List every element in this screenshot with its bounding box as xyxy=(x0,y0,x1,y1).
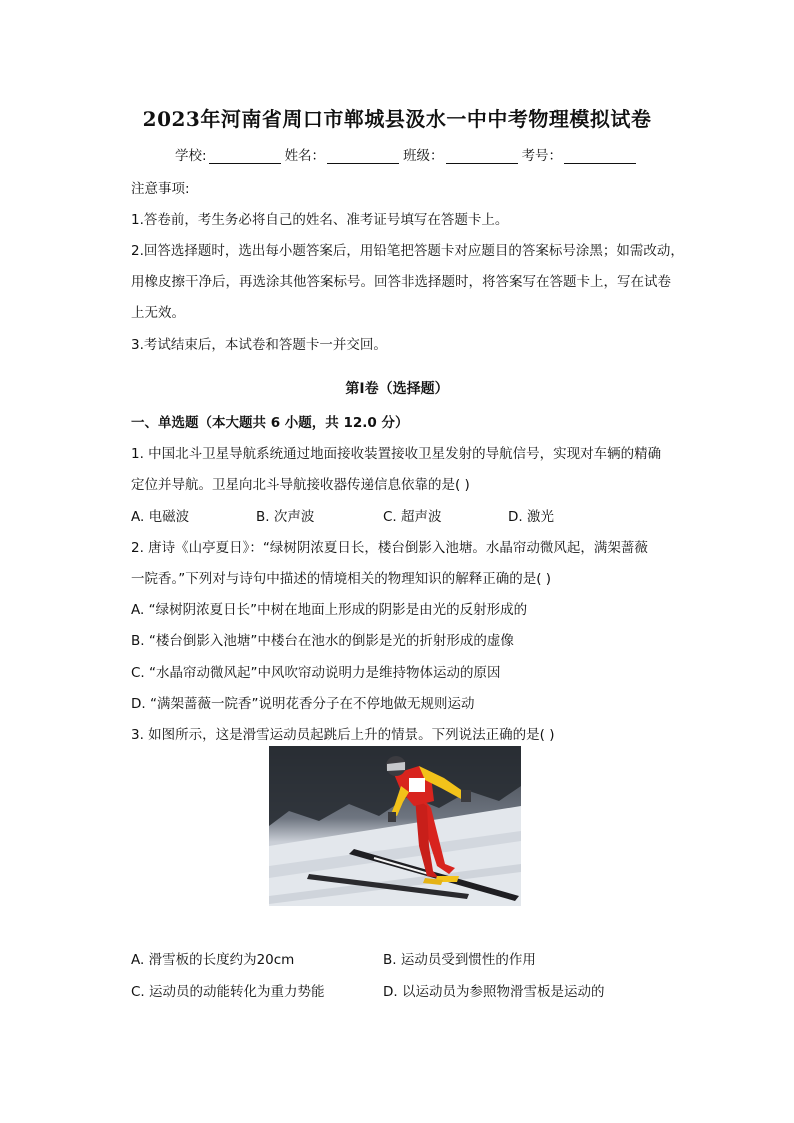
school-blank xyxy=(209,149,281,164)
note-line: 2.回答选择题时，选出每小题答案后，用铅笔把答题卡对应题目的答案标号涂黑；如需改动， xyxy=(131,243,684,259)
notes-heading: 注意事项: xyxy=(131,181,190,197)
question-1-line: 定位并导航。卫星向北斗导航接收器传递信息依靠的是( ) xyxy=(131,477,470,493)
note-line: 上无效。 xyxy=(131,305,185,321)
note-line: 3.考试结束后，本试卷和答题卡一并交回。 xyxy=(131,337,387,353)
exam-number-label: 考号： xyxy=(521,148,563,164)
question-1-option-a: A. 电磁波 xyxy=(131,509,190,525)
question-2-option-a: A. “绿树阴浓夏日长”中树在地面上形成的阴影是由光的反射形成的 xyxy=(131,602,528,618)
question-2-line: 一院香。”下列对与诗句中描述的情境相关的物理知识的解释正确的是( ) xyxy=(131,571,552,587)
exam-number-blank xyxy=(564,149,636,164)
section-title: 第Ⅰ卷（选择题） xyxy=(345,381,449,397)
part-heading: 一、单选题（本大题共 6 小题，共 12.0 分） xyxy=(131,415,409,431)
question-1-option-c: C. 超声波 xyxy=(383,509,442,525)
question-3-option-b: B. 运动员受到惯性的作用 xyxy=(383,952,536,968)
name-label: 姓名： xyxy=(284,148,326,164)
name-blank xyxy=(327,149,399,164)
note-line: 用橡皮擦干净后，再选涂其他答案标号。回答非选择题时，将答案写在答题卡上，写在试卷 xyxy=(131,274,671,290)
ski-jumper-photo xyxy=(269,746,521,906)
note-line: 1.答卷前，考生务必将自己的姓名、准考证号填写在答题卡上。 xyxy=(131,212,509,228)
question-3-line: 3. 如图所示，这是滑雪运动员起跳后上升的情景。下列说法正确的是( ) xyxy=(131,727,555,743)
school-label: 学校: xyxy=(175,148,207,164)
class-label: 班级： xyxy=(403,148,444,164)
student-info-row xyxy=(175,144,640,164)
question-1-option-b: B. 次声波 xyxy=(256,509,315,525)
question-1-option-d: D. 激光 xyxy=(508,509,554,525)
ski-jumper-illustration xyxy=(269,746,521,906)
question-1-line: 1. 中国北斗卫星导航系统通过地面接收装置接收卫星发射的导航信号，实现对车辆的精确 xyxy=(131,446,662,462)
question-2-option-d: D. “满架蔷薇一院香”说明花香分子在不停地做无规则运动 xyxy=(131,696,475,712)
question-3-option-c: C. 运动员的动能转化为重力势能 xyxy=(131,984,325,1000)
question-2-option-b: B. “楼台倒影入池塘”中楼台在池水的倒影是光的折射形成的虚像 xyxy=(131,633,514,649)
question-2-option-c: C. “水晶帘动微风起”中风吹帘动说明力是维持物体运动的原因 xyxy=(131,665,501,681)
class-blank xyxy=(446,149,518,164)
question-3-option-d: D. 以运动员为参照物滑雪板是运动的 xyxy=(383,984,605,1000)
question-3-option-a: A. 滑雪板的长度约为20cm xyxy=(131,952,295,968)
question-2-line: 2. 唐诗《山亭夏日》：“绿树阴浓夏日长，楼台倒影入池塘。水晶帘动微风起，满架蔷薇 xyxy=(131,540,648,556)
exam-title: 2023年河南省周口市郸城县汲水一中中考物理模拟试卷 xyxy=(142,107,652,131)
